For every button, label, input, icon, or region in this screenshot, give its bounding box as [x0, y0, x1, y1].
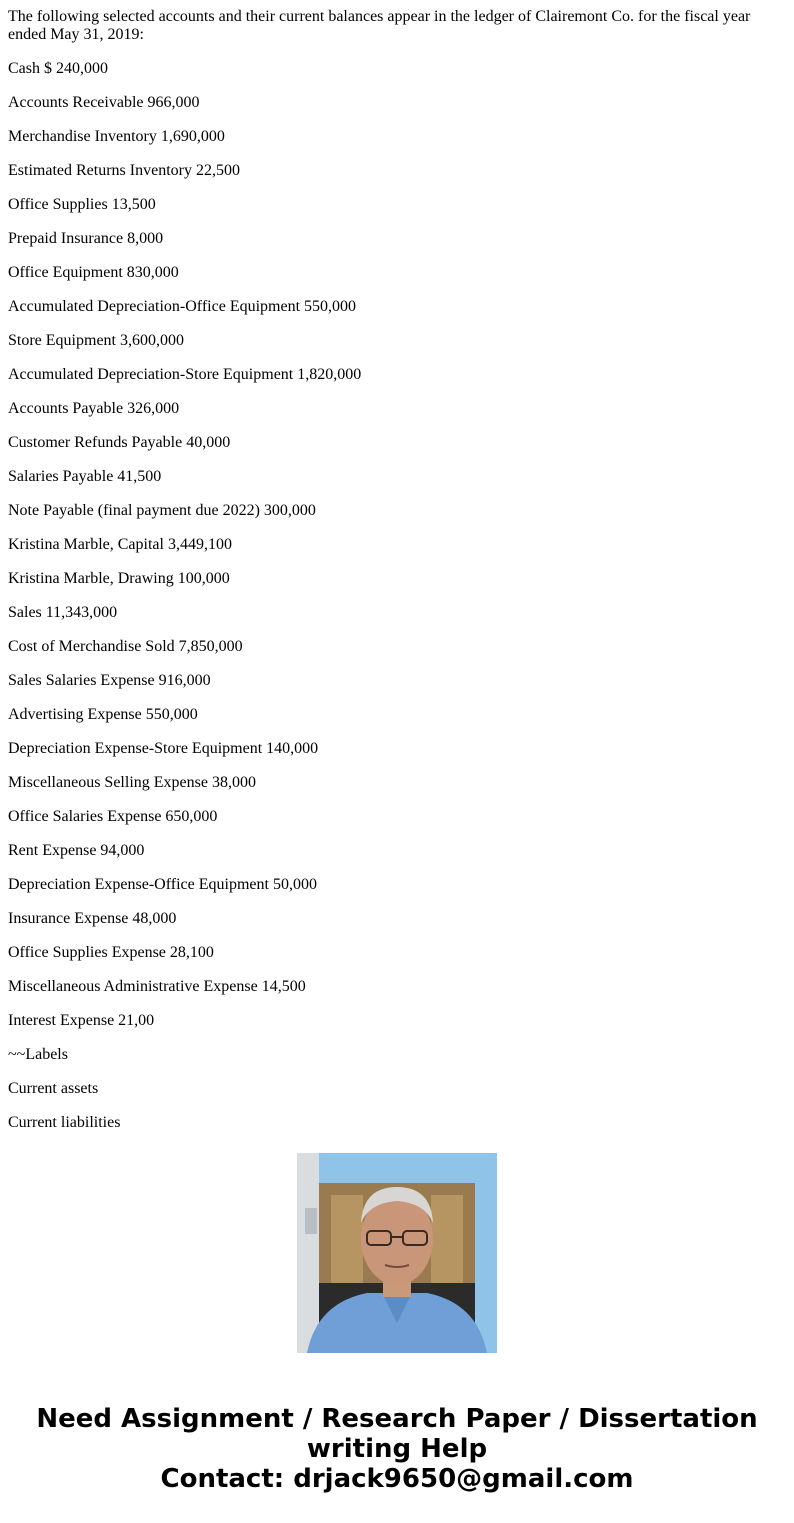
author-photo: [297, 1153, 497, 1353]
account-line: Salaries Payable 41,500: [8, 468, 162, 485]
account-line: Depreciation Expense-Store Equipment 140,000: [8, 740, 319, 757]
intro-paragraph: The following selected accounts and their current balances appear in the ledger of Clairemont Co. for the fiscal year ended May 31, 2019:: [8, 8, 751, 43]
promo-contact: Contact: drjack9650@gmail.com: [160, 1464, 634, 1494]
account-line: Prepaid Insurance 8,000: [8, 230, 164, 247]
label-line: Current liabilities: [8, 1114, 121, 1131]
account-line: Advertising Expense 550,000: [8, 706, 198, 723]
account-line: Sales Salaries Expense 916,000: [8, 672, 211, 689]
account-line: Store Equipment 3,600,000: [8, 332, 184, 349]
question-text: [8, 8, 778, 1131]
account-line: Cash $ 240,000: [8, 60, 108, 77]
label-list: [8, 1080, 778, 1132]
promo-line-1: Need Assignment / Research Paper / Dissertation: [36, 1404, 758, 1434]
account-line: Office Supplies Expense 28,100: [8, 944, 214, 961]
account-line: Insurance Expense 48,000: [8, 910, 177, 927]
account-line: Cost of Merchandise Sold 7,850,000: [8, 638, 243, 655]
account-line: Note Payable (final payment due 2022) 300,000: [8, 502, 316, 519]
promo-banner: [0, 1404, 794, 1494]
account-line: Sales 11,343,000: [8, 604, 118, 621]
label-line: Current assets: [8, 1080, 99, 1097]
account-list: [8, 60, 778, 1030]
account-line: Office Equipment 830,000: [8, 264, 179, 281]
account-line: Accounts Payable 326,000: [8, 400, 180, 417]
promo-line-2: writing Help: [306, 1434, 488, 1464]
account-line: Merchandise Inventory 1,690,000: [8, 128, 225, 145]
account-line: Office Supplies 13,500: [8, 196, 156, 213]
account-line: Miscellaneous Administrative Expense 14,500: [8, 978, 306, 995]
account-line: Kristina Marble, Capital 3,449,100: [8, 536, 232, 553]
account-line: Rent Expense 94,000: [8, 842, 145, 859]
account-line: Office Salaries Expense 650,000: [8, 808, 218, 825]
labels-heading: ~~Labels: [8, 1046, 68, 1063]
account-line: Customer Refunds Payable 40,000: [8, 434, 231, 451]
account-line: Accounts Receivable 966,000: [8, 94, 200, 111]
account-line: Depreciation Expense-Office Equipment 50,000: [8, 876, 317, 893]
account-line: Interest Expense 21,00: [8, 1012, 155, 1029]
account-line: Kristina Marble, Drawing 100,000: [8, 570, 230, 587]
account-line: Accumulated Depreciation-Store Equipment 1,820,000: [8, 366, 362, 383]
account-line: Accumulated Depreciation-Office Equipment 550,000: [8, 298, 357, 315]
account-line: Estimated Returns Inventory 22,500: [8, 162, 240, 179]
account-line: Miscellaneous Selling Expense 38,000: [8, 774, 256, 791]
